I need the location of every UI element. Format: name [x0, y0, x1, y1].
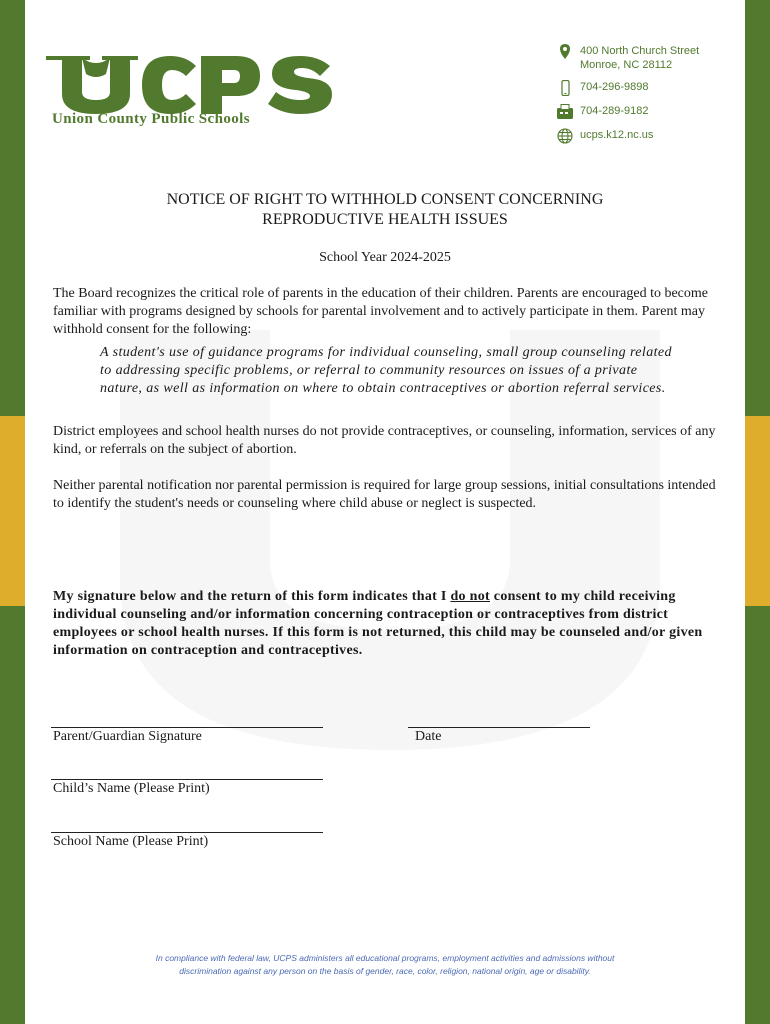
- contact-block: [556, 44, 741, 152]
- phone-number: 704-296-9898: [580, 81, 649, 93]
- right-bar-gold: [745, 416, 770, 606]
- contact-website: [556, 128, 741, 144]
- withheld-services-quote: A student's use of guidance programs for individual counseling, small group counseling related to addressing specific problems, or referral to community resources on issues of a private nature, as well as information on where to obtain contraceptives or abortion referral services.: [100, 345, 672, 396]
- logo-subtitle: Union County Public Schools: [52, 111, 250, 127]
- right-color-bar: [745, 0, 770, 1024]
- school-name-line[interactable]: [51, 832, 323, 833]
- school-name-label: School Name (Please Print): [53, 834, 209, 849]
- address-line2: Monroe, NC 28112: [580, 59, 673, 71]
- phone-icon: [556, 80, 574, 96]
- child-name-label: Child’s Name (Please Print): [53, 781, 210, 796]
- left-bar-green-top: [0, 0, 25, 416]
- page-title: [60, 190, 710, 230]
- child-name-line[interactable]: [51, 779, 323, 780]
- date-line[interactable]: [408, 727, 590, 728]
- contact-address: [556, 44, 741, 72]
- do-not-emphasis: do not: [450, 589, 490, 604]
- contact-phone: [556, 80, 741, 96]
- website-link[interactable]: ucps.k12.nc.us: [580, 129, 654, 141]
- footer-line1: In compliance with federal law, UCPS administers all educational programs, employment activities and admissions without: [155, 953, 615, 963]
- consent-statement: My signature below and the return of this form indicates that I do not consent to my child receiving individual counseling and/or information concerning contraception or contraceptives from district employees or school health nurses. If this form is not returned, this child may be counseled and/or given information on contraception and contraceptives.: [53, 589, 703, 658]
- fax-icon: [556, 104, 574, 120]
- globe-icon: [556, 128, 574, 144]
- address-line1: 400 North Church Street: [580, 45, 700, 57]
- map-pin-icon: [556, 44, 574, 60]
- left-bar-gold: [0, 416, 25, 606]
- intro-paragraph: The Board recognizes the critical role of parents in the education of their children. Parents are encouraged to become familiar with programs designed by schools for parental involvement and to actively participate in them. Parent may withhold consent for the following:: [53, 286, 708, 337]
- notification-paragraph: Neither parental notification nor parental permission is required for large group sessions, initial consultations intended to identify the student's needs or counseling where child abuse or neglect is suspected.: [53, 478, 716, 511]
- school-year: School Year 2024-2025: [319, 250, 451, 265]
- fax-number: 704-289-9182: [580, 105, 649, 117]
- footer-line2: discrimination against any person on the basis of gender, race, color, religion, national origin, age or disability.: [179, 966, 591, 976]
- date-label: Date: [415, 729, 442, 744]
- parent-signature-line[interactable]: [51, 727, 323, 728]
- nondiscrimination-footer: [110, 952, 660, 978]
- right-bar-green-bottom: [745, 606, 770, 1024]
- right-bar-green-top: [745, 0, 770, 416]
- parent-signature-label: Parent/Guardian Signature: [53, 729, 202, 744]
- contact-fax: [556, 104, 741, 120]
- district-policy-paragraph: District employees and school health nurses do not provide contraceptives, or counseling, information, services of any kind, or referrals on the subject of abortion.: [53, 424, 716, 457]
- title-line2: REPRODUCTIVE HEALTH ISSUES: [262, 211, 508, 228]
- left-color-bar: [0, 0, 25, 1024]
- left-bar-green-bottom: [0, 606, 25, 1024]
- title-line1: NOTICE OF RIGHT TO WITHHOLD CONSENT CONCERNING: [166, 191, 604, 208]
